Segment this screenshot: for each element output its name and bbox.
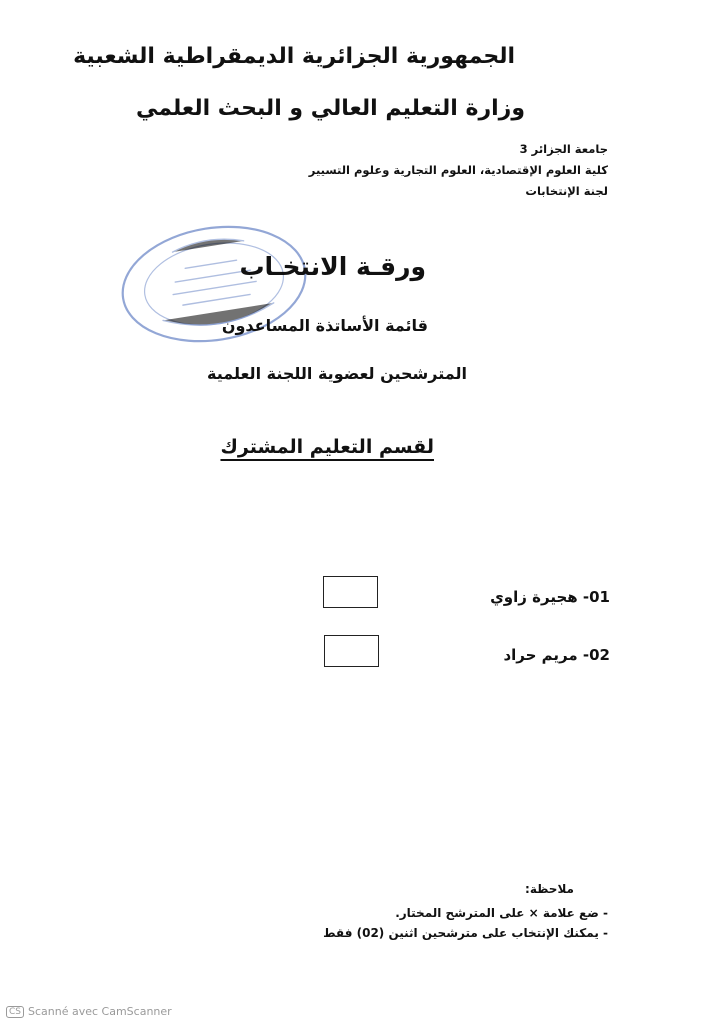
notes-title: ملاحظة: bbox=[525, 882, 574, 896]
republic-heading: الجمهورية الجزائرية الديمقراطية الشعبية bbox=[73, 44, 515, 69]
vote-checkbox-1[interactable] bbox=[323, 576, 378, 608]
note-item: - ضع علامة × على المترشح المختار. bbox=[395, 906, 608, 920]
candidate-row bbox=[490, 588, 610, 606]
candidate-name: هجيرة زاوي bbox=[490, 588, 578, 606]
camscanner-logo-icon: CS bbox=[6, 1006, 24, 1018]
candidate-row bbox=[503, 646, 610, 664]
list-subtitle: قائمة الأساتذة المساعدون bbox=[221, 316, 428, 335]
university-line: جامعة الجزائر 3 bbox=[519, 142, 608, 156]
candidate-name: مريم حراد bbox=[503, 646, 578, 664]
ballot-title: ورقـة الانتخـاب bbox=[239, 252, 426, 281]
faculty-line: كلية العلوم الإقتصادية، العلوم التجارية وعلوم التسيير bbox=[308, 163, 608, 177]
candidate-number: 01- bbox=[582, 588, 610, 606]
department-heading: لقسم التعليم المشترك bbox=[220, 436, 434, 458]
candidates-subtitle: المترشحين لعضوية اللجنة العلمية bbox=[207, 364, 467, 383]
note-item: - يمكنك الإنتخاب على مترشحين اثنين (02) فقط bbox=[323, 926, 608, 940]
vote-checkbox-2[interactable] bbox=[324, 635, 379, 667]
scanner-text: Scanné avec CamScanner bbox=[28, 1005, 172, 1018]
ministry-heading: وزارة التعليم العالي و البحث العلمي bbox=[135, 96, 525, 121]
candidate-number: 02- bbox=[582, 646, 610, 664]
committee-line: لجنة الإنتخابات bbox=[525, 184, 608, 198]
official-stamp-icon bbox=[110, 210, 318, 359]
scanner-watermark bbox=[6, 1005, 172, 1018]
